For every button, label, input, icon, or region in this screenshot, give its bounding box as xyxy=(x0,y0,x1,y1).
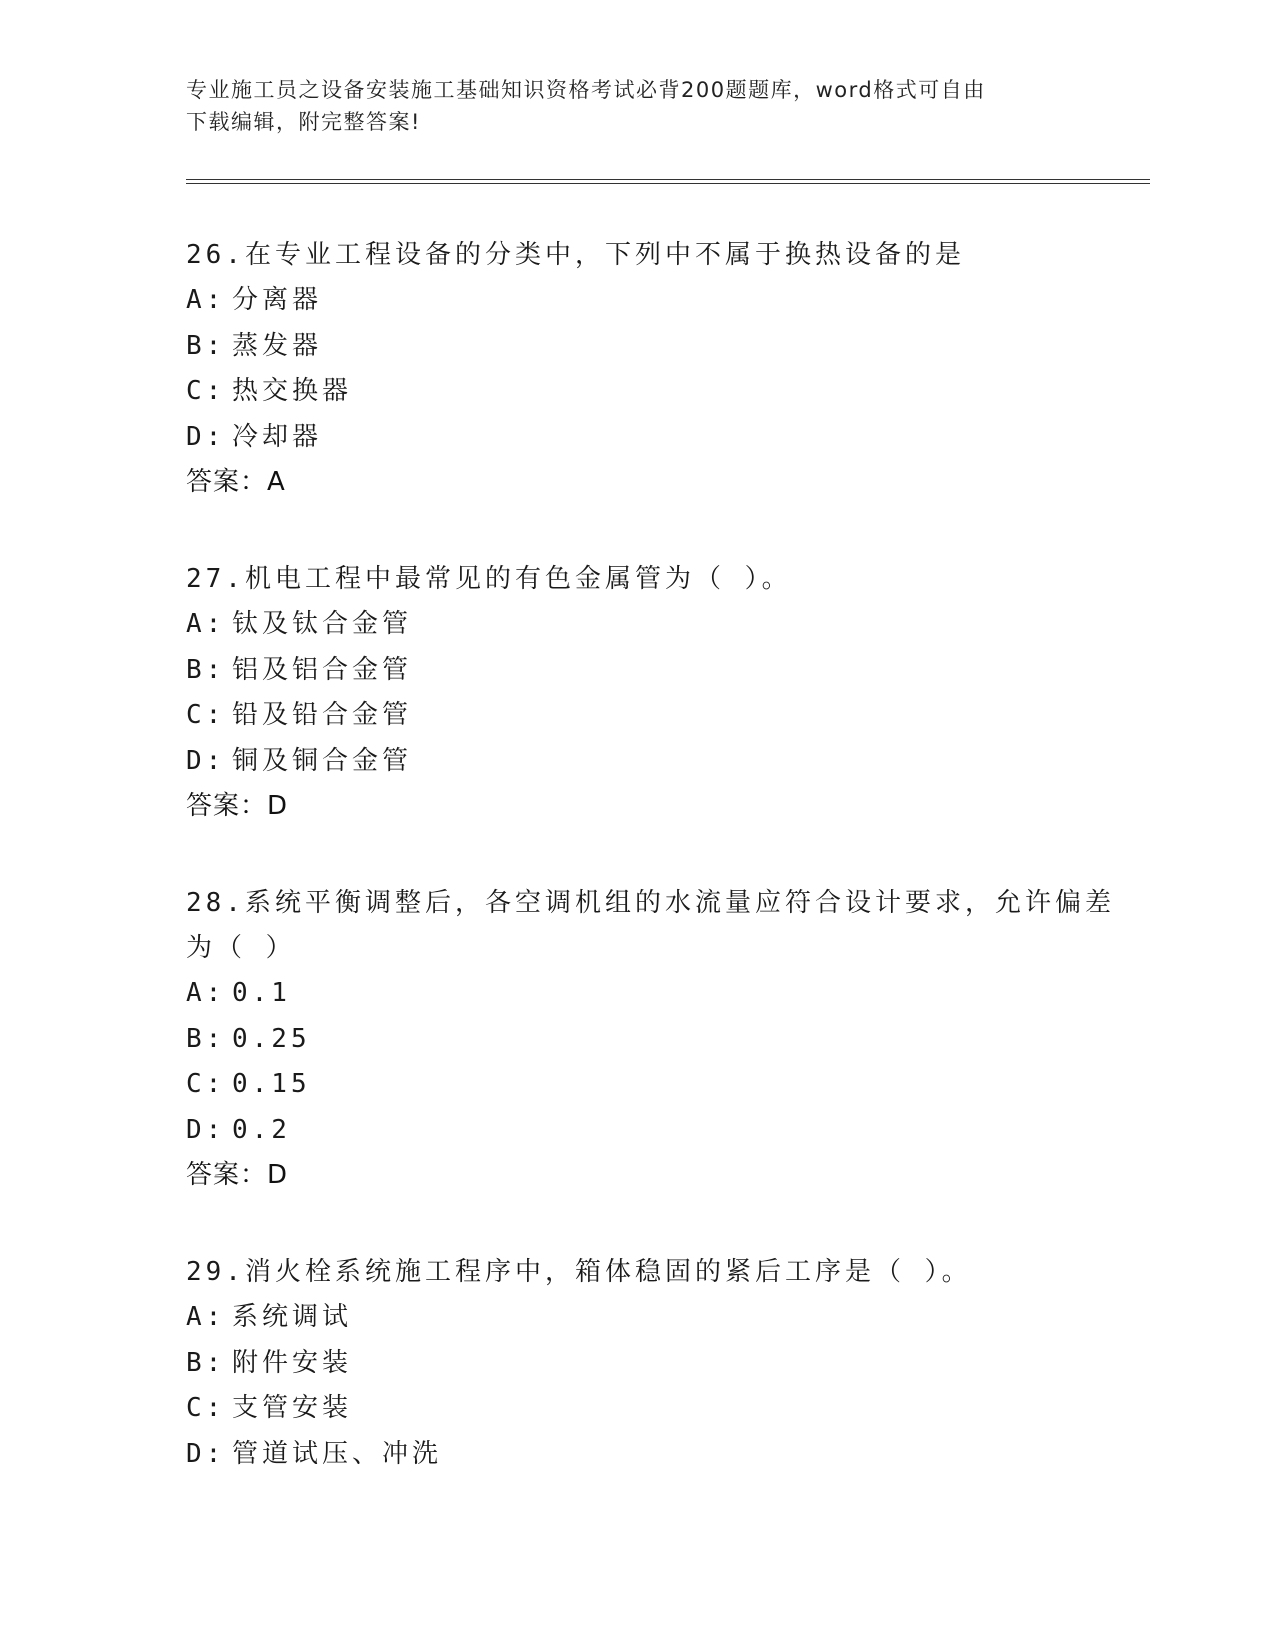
option-key: B: xyxy=(186,654,226,685)
question-26 xyxy=(186,233,1126,505)
option-text: 0.15 xyxy=(232,1069,311,1099)
option-key: A: xyxy=(186,285,226,315)
option-c xyxy=(186,1386,1126,1432)
option-key: B: xyxy=(186,1347,226,1378)
option-d xyxy=(186,1108,1126,1154)
option-text: 钛及钛合金管 xyxy=(232,609,413,639)
option-text: 管道试压、冲洗 xyxy=(232,1438,443,1469)
option-key: B: xyxy=(186,1023,226,1054)
question-list xyxy=(186,233,1126,1477)
header-divider-bottom xyxy=(186,183,1150,184)
option-key: D: xyxy=(186,421,226,452)
question-stem: 26.在专业工程设备的分类中，下列中不属于换热设备的是 xyxy=(186,240,965,270)
option-text: 支管安装 xyxy=(232,1393,353,1423)
document-header xyxy=(186,74,1086,138)
option-b xyxy=(186,648,1126,694)
option-c xyxy=(186,369,1126,415)
option-c xyxy=(186,1062,1126,1108)
question-stem: 29.消火栓系统施工程序中，箱体稳固的紧后工序是（ ）。 xyxy=(186,1257,972,1287)
option-text: 系统调试 xyxy=(232,1302,353,1332)
answer-label: 答案：A xyxy=(186,467,286,497)
option-text: 铜及铜合金管 xyxy=(232,745,413,776)
option-key: D: xyxy=(186,745,226,776)
option-key: A: xyxy=(186,978,226,1008)
header-line-1: 专业施工员之设备安装施工基础知识资格考试必背200题题库，word格式可自由 xyxy=(186,78,986,102)
header-line-2: 下载编辑，附完整答案! xyxy=(186,110,421,134)
option-b xyxy=(186,324,1126,370)
option-d xyxy=(186,415,1126,461)
option-key: B: xyxy=(186,330,226,361)
option-d xyxy=(186,1432,1126,1478)
option-text: 分离器 xyxy=(232,285,323,315)
question-stem: 27.机电工程中最常见的有色金属管为（ ）。 xyxy=(186,564,792,594)
option-b xyxy=(186,1017,1126,1063)
option-key: C: xyxy=(186,1069,226,1099)
header-divider-top xyxy=(186,179,1150,180)
option-key: D: xyxy=(186,1438,226,1469)
option-text: 铅及铅合金管 xyxy=(232,700,413,730)
option-text: 热交换器 xyxy=(232,376,353,406)
option-key: C: xyxy=(186,700,226,730)
option-a xyxy=(186,602,1126,648)
answer-label: 答案：D xyxy=(186,1160,289,1190)
option-text: 0.1 xyxy=(232,978,291,1008)
option-text: 附件安装 xyxy=(232,1347,353,1378)
option-key: C: xyxy=(186,1393,226,1423)
spacer xyxy=(186,829,1126,881)
option-text: 0.2 xyxy=(232,1114,291,1145)
option-a xyxy=(186,971,1126,1017)
option-key: A: xyxy=(186,1302,226,1332)
question-stem-line-2: 为（ ） xyxy=(186,933,296,963)
question-27 xyxy=(186,557,1126,829)
option-text: 蒸发器 xyxy=(232,330,323,361)
option-text: 铝及铝合金管 xyxy=(232,654,413,685)
spacer xyxy=(186,1198,1126,1250)
option-d xyxy=(186,739,1126,785)
option-c xyxy=(186,693,1126,739)
option-a xyxy=(186,278,1126,324)
option-key: C: xyxy=(186,376,226,406)
answer-label: 答案：D xyxy=(186,791,289,821)
question-29 xyxy=(186,1250,1126,1477)
question-stem-line-1: 28.系统平衡调整后，各空调机组的水流量应符合设计要求，允许偏差 xyxy=(186,888,1115,918)
option-text: 0.25 xyxy=(232,1023,311,1054)
question-28 xyxy=(186,881,1126,1198)
option-b xyxy=(186,1341,1126,1387)
spacer xyxy=(186,505,1126,557)
option-key: A: xyxy=(186,609,226,639)
option-a xyxy=(186,1295,1126,1341)
option-key: D: xyxy=(186,1114,226,1145)
option-text: 冷却器 xyxy=(232,421,323,452)
